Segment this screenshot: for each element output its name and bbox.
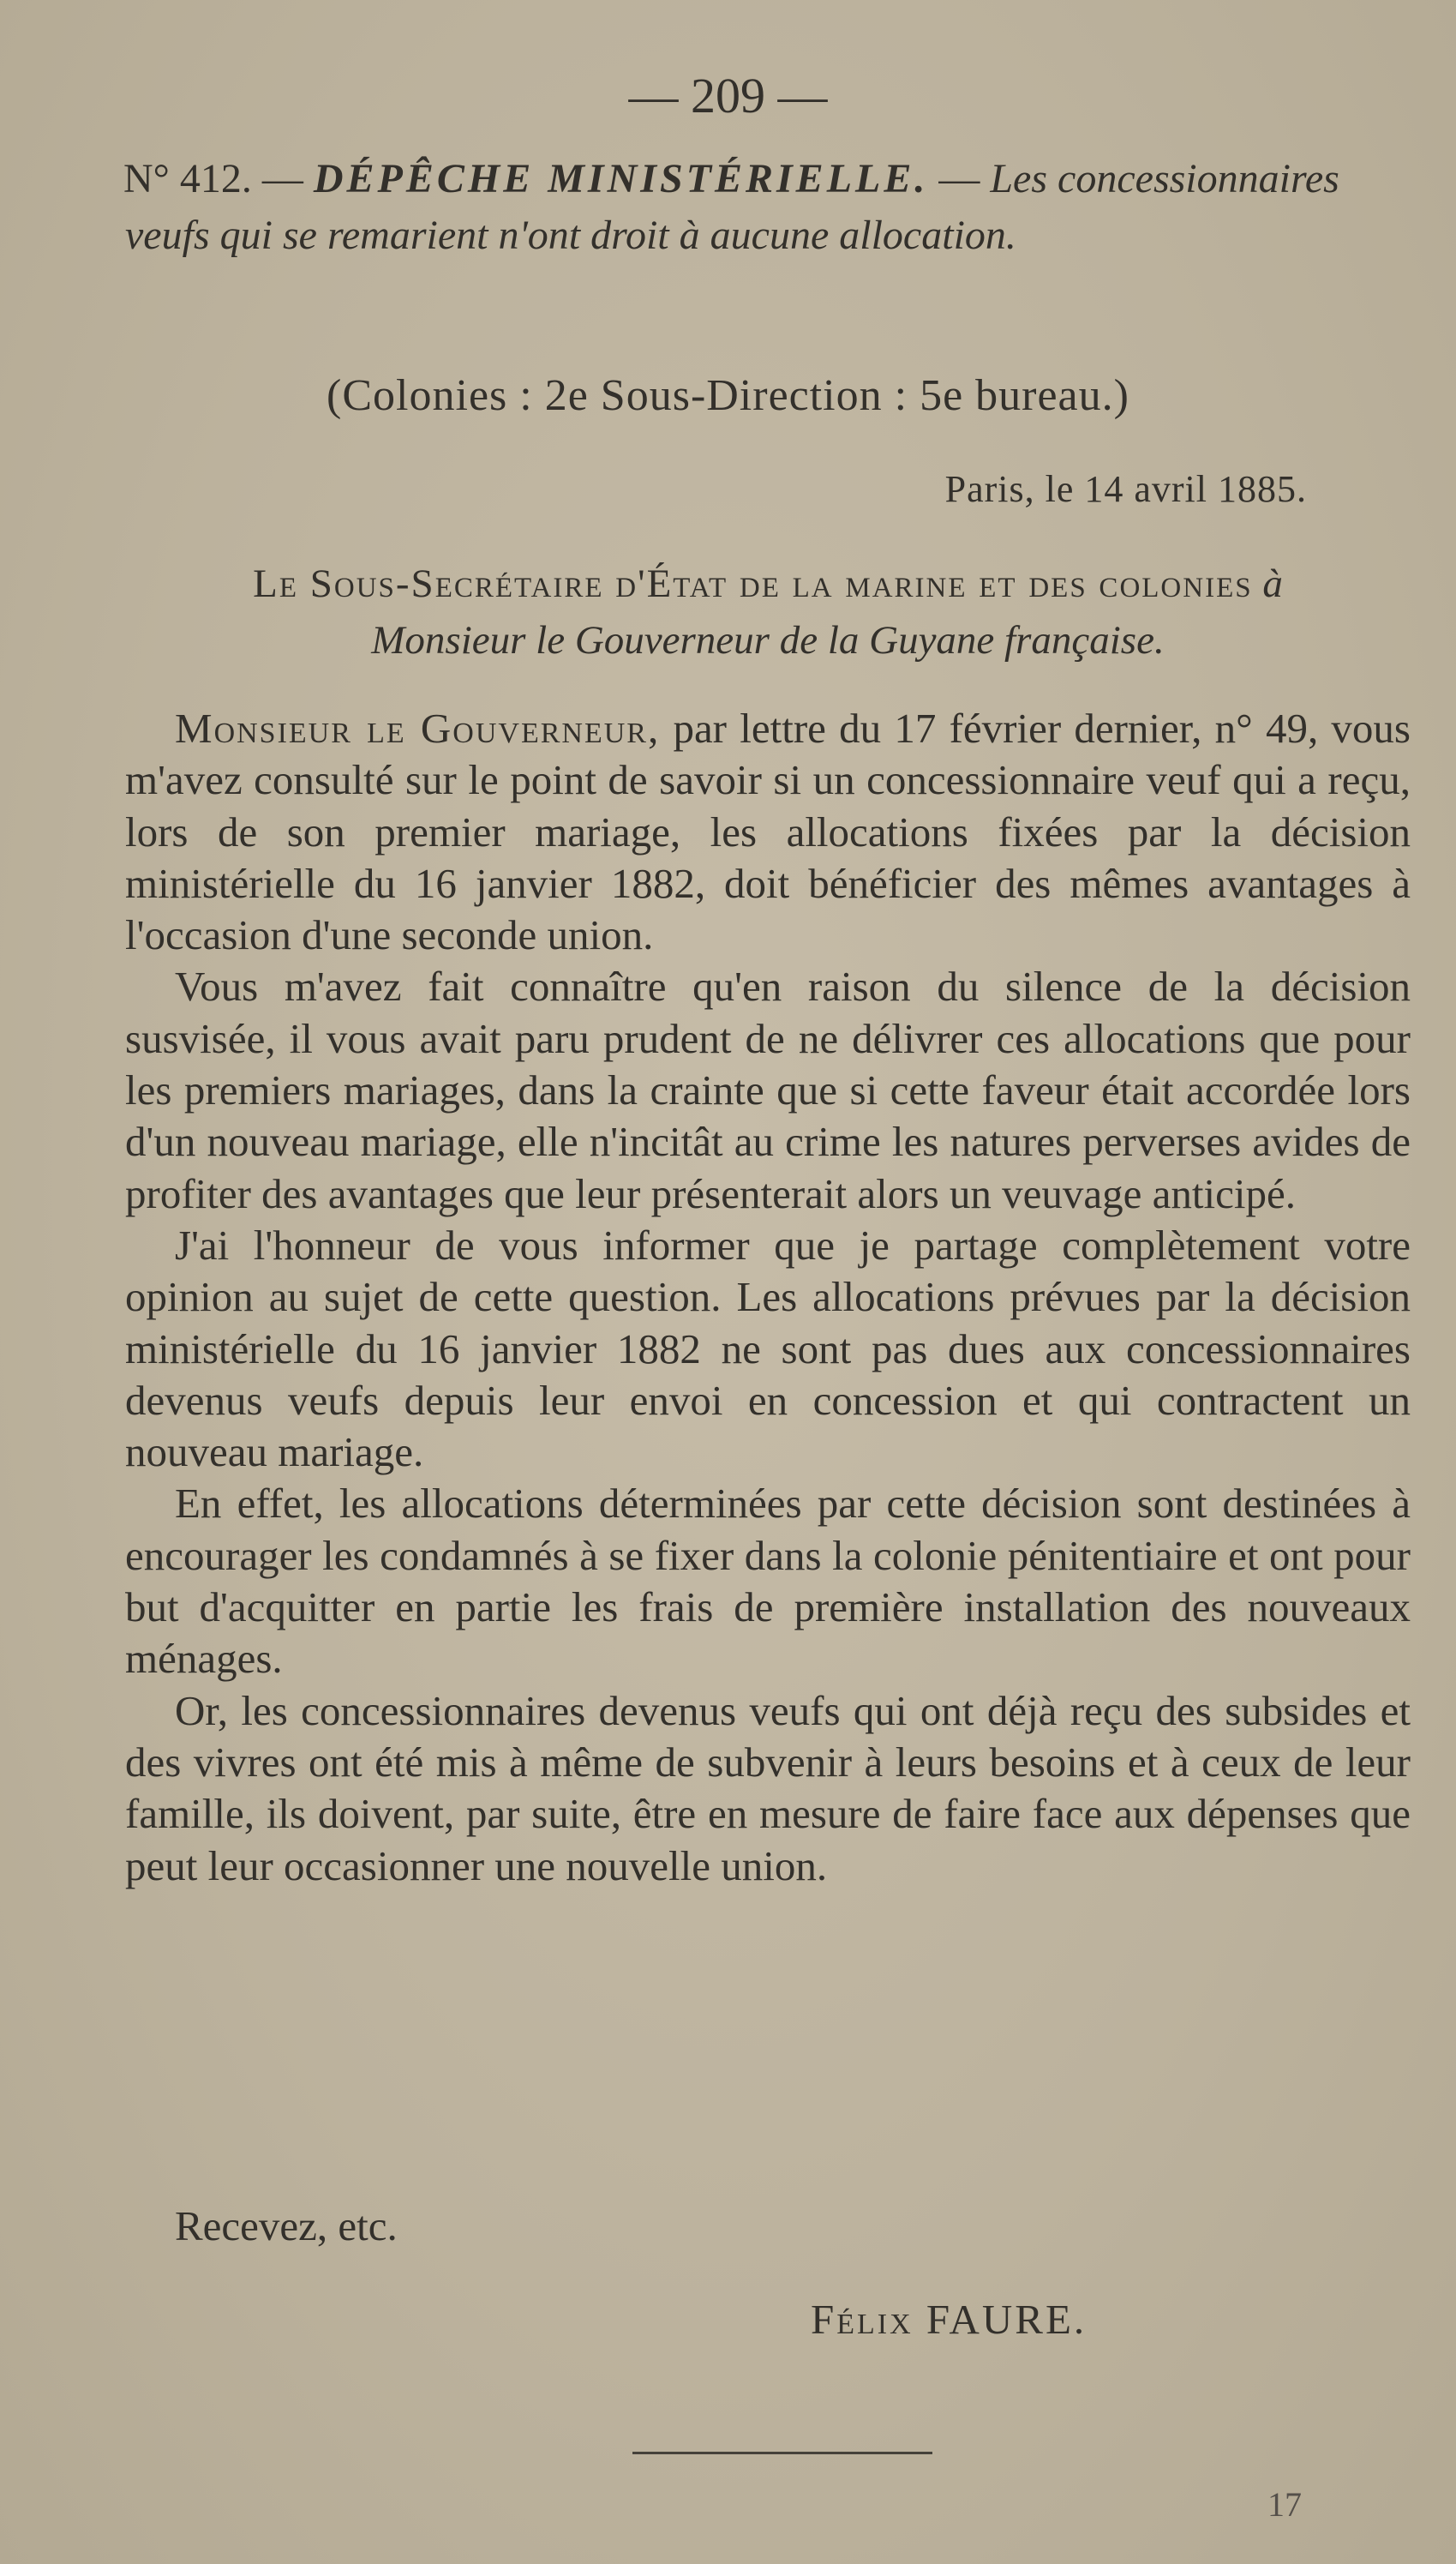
sender: Le Sous-Secrétaire d'État de la marine et des colonies — [253, 561, 1253, 606]
salutation: Monsieur le Gouverneur, — [175, 705, 661, 752]
body-paragraph: En effet, les allocations déterminées par cette décision sont destinées à encourager les condamnés à se fixer dans la colonie pénitentiaire et ont pour but d'acquitter en partie les frais de première installation des nouveaux ménages. — [125, 1480, 1411, 1683]
dispatch-number: N° 412. — — [123, 156, 303, 201]
dispatch-title: DÉPÊCHE MINISTÉRIELLE. — [313, 156, 929, 201]
body-paragraph: Monsieur le Gouverneur, par lettre du 17 février dernier, n° 49, vous m'avez consulté sur le point de savoir si un concessionnaire veuf qui a reçu, lors de son premier mariage, les allocations fixées par la décision ministérielle du 16 janvier 1882, doit bénéficier des mêmes avantages à l'occasion d'une seconde union. — [125, 705, 1411, 959]
department-line: (Colonies : 2e Sous-Direction : 5e bureau.) — [327, 371, 1129, 420]
body-paragraph: J'ai l'honneur de vous informer que je partage complètement votre opinion au sujet de cette question. Les allocations prévues par la décision ministérielle du 16 janvier 1882 ne sont pas dues aux concessionnaires devenus veufs depuis leur envoi en concession et qui contractent un nouveau mariage. — [125, 1221, 1411, 1476]
divider-rule — [632, 2452, 932, 2454]
body-paragraph: Or, les concessionnaires devenus veufs qui ont déjà reçu des subsides et des vivres ont été mis à même de subvenir à leurs besoins et à ceux de leur famille, ils doivent, par suite, être en mesure de faire face aux dépenses que peut leur occasionner une nouvelle union. — [125, 1686, 1411, 1889]
connector: à — [1262, 561, 1283, 606]
addressee-block — [125, 555, 1411, 669]
closing: Recevez, etc. — [175, 2202, 398, 2249]
dispatch-heading — [125, 151, 1411, 264]
heading-dash: — — [938, 156, 980, 201]
page-number: — 209 — — [628, 68, 828, 123]
dispatch-summary: Les concessionnaires veufs qui se remarient n'ont droit à aucune allocation. — [125, 156, 1339, 258]
signature: Félix FAURE. — [811, 2296, 1088, 2343]
sheet-number: 17 — [1267, 2485, 1302, 2524]
recipient: Monsieur le Gouverneur de la Guyane française. — [371, 618, 1165, 663]
letter-body — [125, 703, 1411, 1892]
body-paragraph: Vous m'avez fait connaître qu'en raison du silence de la décision susvisée, il vous avait paru prudent de ne délivrer ces allocations que pour les premiers mariages, dans la crainte que si cette faveur était accordée lors d'un nouveau mariage, elle n'incitât au crime les natures perverses avides de profiter des avantages que leur présenterait alors un veuvage anticipé. — [125, 963, 1411, 1217]
dateline: Paris, le 14 avril 1885. — [944, 468, 1307, 510]
